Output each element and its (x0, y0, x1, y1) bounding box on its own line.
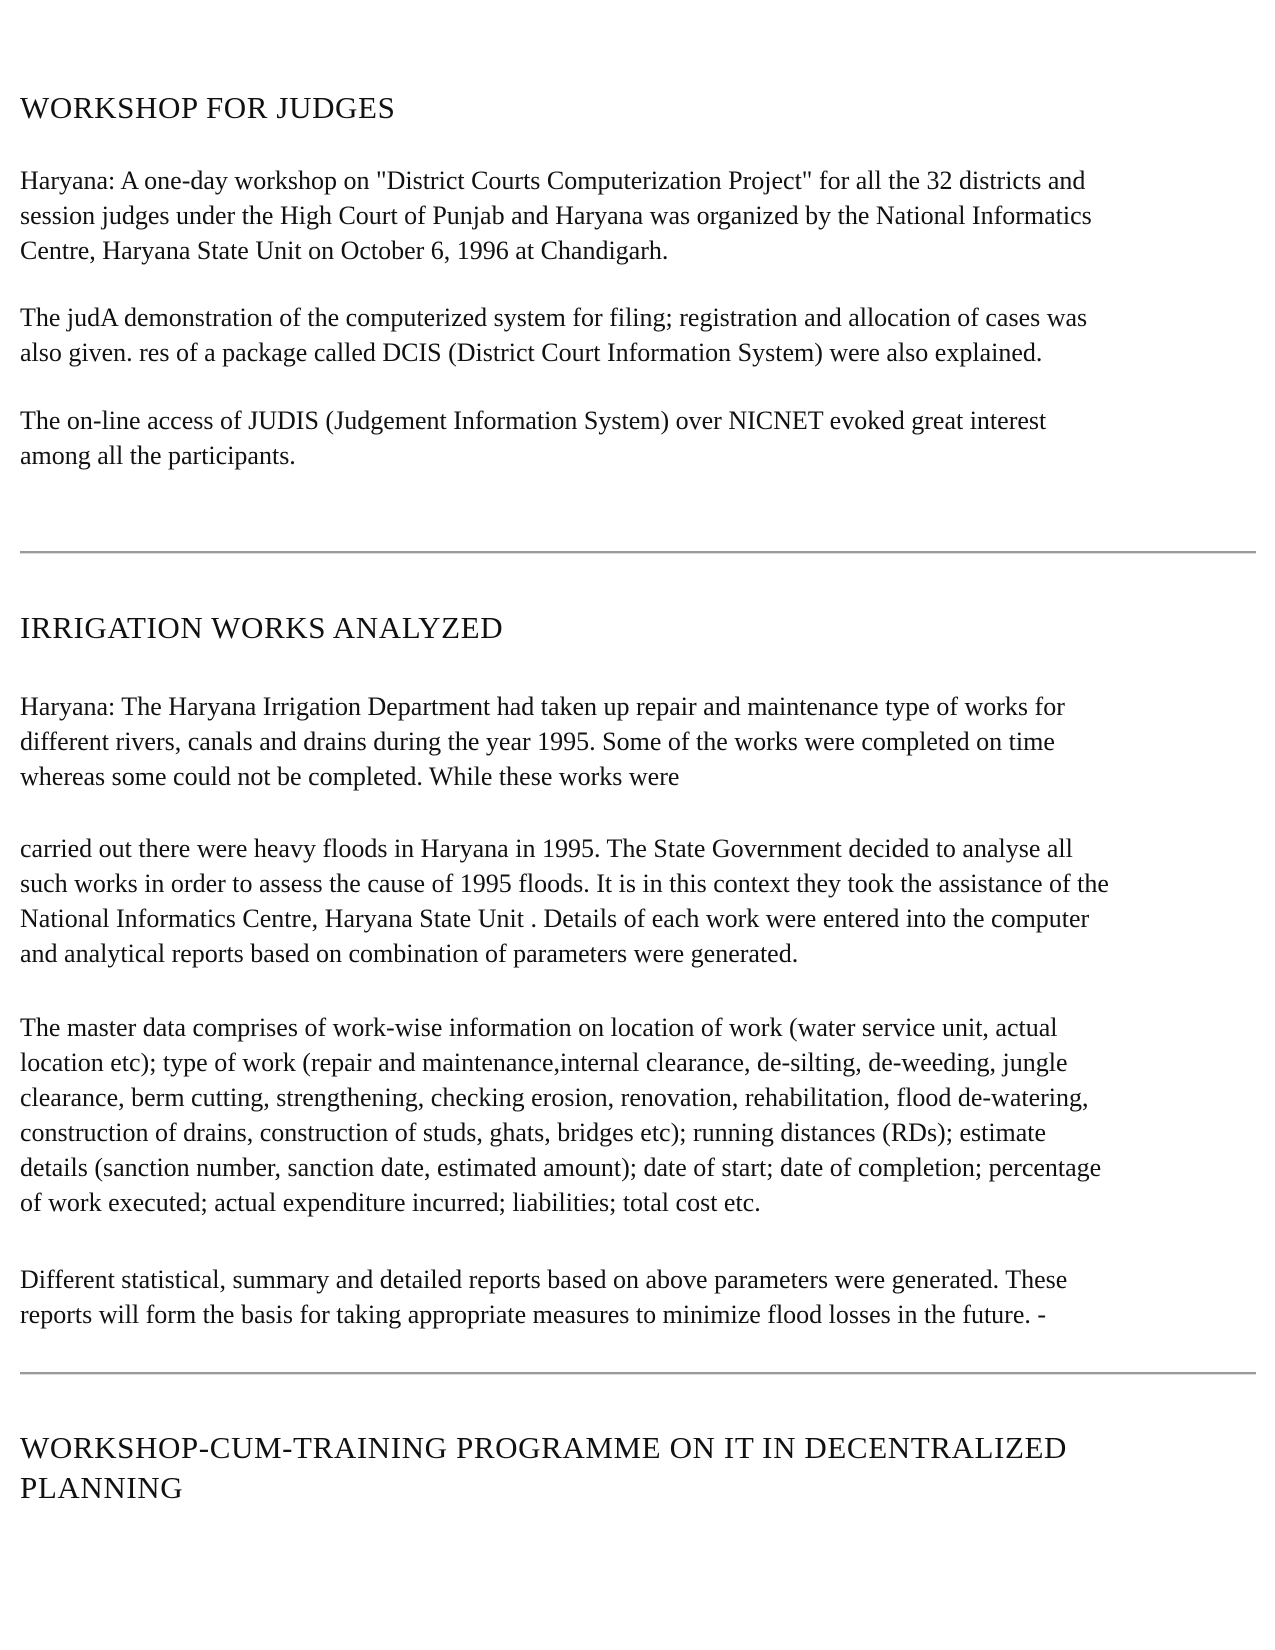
paragraph-workshop-intro (20, 163, 1092, 268)
section-heading-workshop-for-judges: WORKSHOP FOR JUDGES (20, 90, 396, 125)
text-line: Haryana: A one-day workshop on "District Courts Computerization Project" for all the 32 districts and (20, 166, 1086, 195)
text-line: The master data comprises of work-wise information on location of work (water service unit, actual (20, 1013, 1058, 1042)
text-line: and analytical reports based on combination of parameters were generated. (20, 939, 799, 968)
text-line: such works in order to assess the cause of 1995 floods. It is in this context they took the assistance of the (20, 869, 1109, 898)
text-line: also given. res of a package called DCIS (District Court Information System) were also explained. (20, 338, 1043, 367)
text-line: National Informatics Centre, Haryana State Unit . Details of each work were entered into the computer (20, 904, 1090, 933)
text-line: Different statistical, summary and detailed reports based on above parameters were generated. These (20, 1265, 1068, 1294)
text-line: carried out there were heavy floods in Haryana in 1995. The State Government decided to analyse all (20, 834, 1073, 863)
section-heading-irrigation-works: IRRIGATION WORKS ANALYZED (20, 610, 504, 645)
text-line: The judA demonstration of the computerized system for filing; registration and allocation of cases was (20, 303, 1088, 332)
text-line: clearance, berm cutting, strengthening, checking erosion, renovation, rehabilitation, flood de-watering, (20, 1083, 1089, 1112)
horizontal-divider (20, 551, 1256, 554)
text-line: of work executed; actual expenditure incurred; liabilities; total cost etc. (20, 1188, 761, 1217)
text-line: whereas some could not be completed. While these works were (20, 762, 680, 791)
section-heading-decentralized-planning (20, 1428, 1067, 1508)
paragraph-irrigation-master-data (20, 1010, 1101, 1220)
text-line: details (sanction number, sanction date, estimated amount); date of start; date of completion; percentage (20, 1153, 1102, 1182)
text-line: construction of drains, construction of studs, ghats, bridges etc); running distances (RDs); estimate (20, 1118, 1047, 1147)
heading-line: PLANNING (20, 1470, 184, 1505)
text-line: Haryana: The Haryana Irrigation Department had taken up repair and maintenance type of works for (20, 692, 1065, 721)
paragraph-irrigation-floods (20, 831, 1109, 971)
paragraph-irrigation-reports (20, 1262, 1067, 1332)
paragraph-workshop-demo (20, 300, 1087, 370)
horizontal-divider (20, 1372, 1256, 1375)
text-line: among all the participants. (20, 441, 296, 470)
paragraph-workshop-judis (20, 403, 1046, 473)
text-line: Centre, Haryana State Unit on October 6, 1996 at Chandigarh. (20, 236, 669, 265)
text-line: different rivers, canals and drains during the year 1995. Some of the works were completed on time (20, 727, 1055, 756)
heading-line: WORKSHOP-CUM-TRAINING PROGRAMME ON IT IN DECENTRALIZED (20, 1430, 1068, 1465)
text-line: reports will form the basis for taking appropriate measures to minimize flood losses in the future. - (20, 1300, 1047, 1329)
text-line: location etc); type of work (repair and maintenance,internal clearance, de-silting, de-weeding, jungle (20, 1048, 1068, 1077)
text-line: session judges under the High Court of Punjab and Haryana was organized by the National Informatics (20, 201, 1092, 230)
paragraph-irrigation-intro (20, 689, 1065, 794)
text-line: The on-line access of JUDIS (Judgement Information System) over NICNET evoked great interest (20, 406, 1047, 435)
